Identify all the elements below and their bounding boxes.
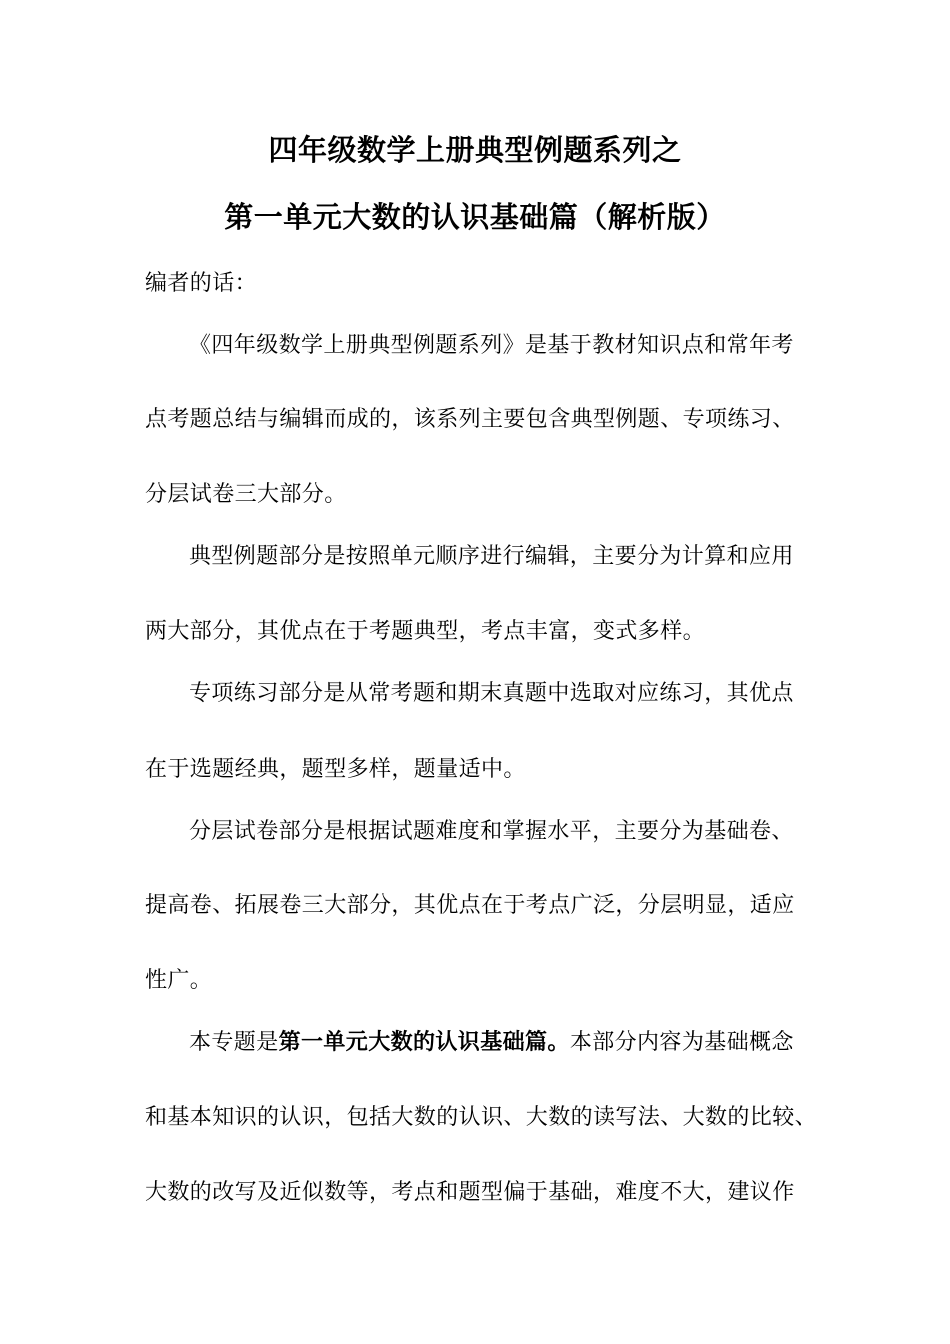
- paragraph-5-line-2: 和基本知识的认识，包括大数的认识、大数的读写法、大数的比较、: [145, 1105, 818, 1130]
- paragraph-4-line-1: 分层试卷部分是根据试题难度和掌握水平，主要分为基础卷、: [189, 819, 794, 844]
- paragraph-3-line-1: 专项练习部分是从常考题和期末真题中选取对应练习，其优点: [189, 681, 794, 706]
- paragraph-4-line-2: 提高卷、拓展卷三大部分，其优点在于考点广泛，分层明显，适应: [145, 893, 795, 918]
- paragraph-5-line-3: 大数的改写及近似数等，考点和题型偏于基础，难度不大，建议作: [145, 1180, 795, 1205]
- paragraph-1-line-2: 点考题总结与编辑而成的，该系列主要包含典型例题、专项练习、: [145, 407, 795, 432]
- paragraph-5-prefix: 本专题是: [189, 1030, 279, 1055]
- paragraph-1-line-3: 分层试卷三大部分。: [145, 482, 347, 507]
- paragraph-1-line-1: 《四年级数学上册典型例题系列》是基于教材知识点和常年考: [189, 333, 794, 358]
- document-title-line-1: 四年级数学上册典型例题系列之: [268, 133, 682, 167]
- editor-heading: 编者的话：: [145, 271, 258, 296]
- paragraph-5-line-1: [189, 1028, 794, 1058]
- paragraph-4-line-3: 性广。: [145, 968, 213, 993]
- paragraph-5-suffix: 本部分内容为基础概念: [569, 1030, 794, 1055]
- paragraph-2-line-2: 两大部分，其优点在于考题典型，考点丰富，变式多样。: [145, 619, 706, 644]
- paragraph-3-line-2: 在于选题经典，题型多样，题量适中。: [145, 757, 526, 782]
- paragraph-5-bold-topic: 第一单元大数的认识基础篇。: [278, 1030, 570, 1055]
- paragraph-2-line-1: 典型例题部分是按照单元顺序进行编辑，主要分为计算和应用: [189, 544, 794, 569]
- document-title-line-2: 第一单元大数的认识基础篇（解析版）: [224, 200, 726, 234]
